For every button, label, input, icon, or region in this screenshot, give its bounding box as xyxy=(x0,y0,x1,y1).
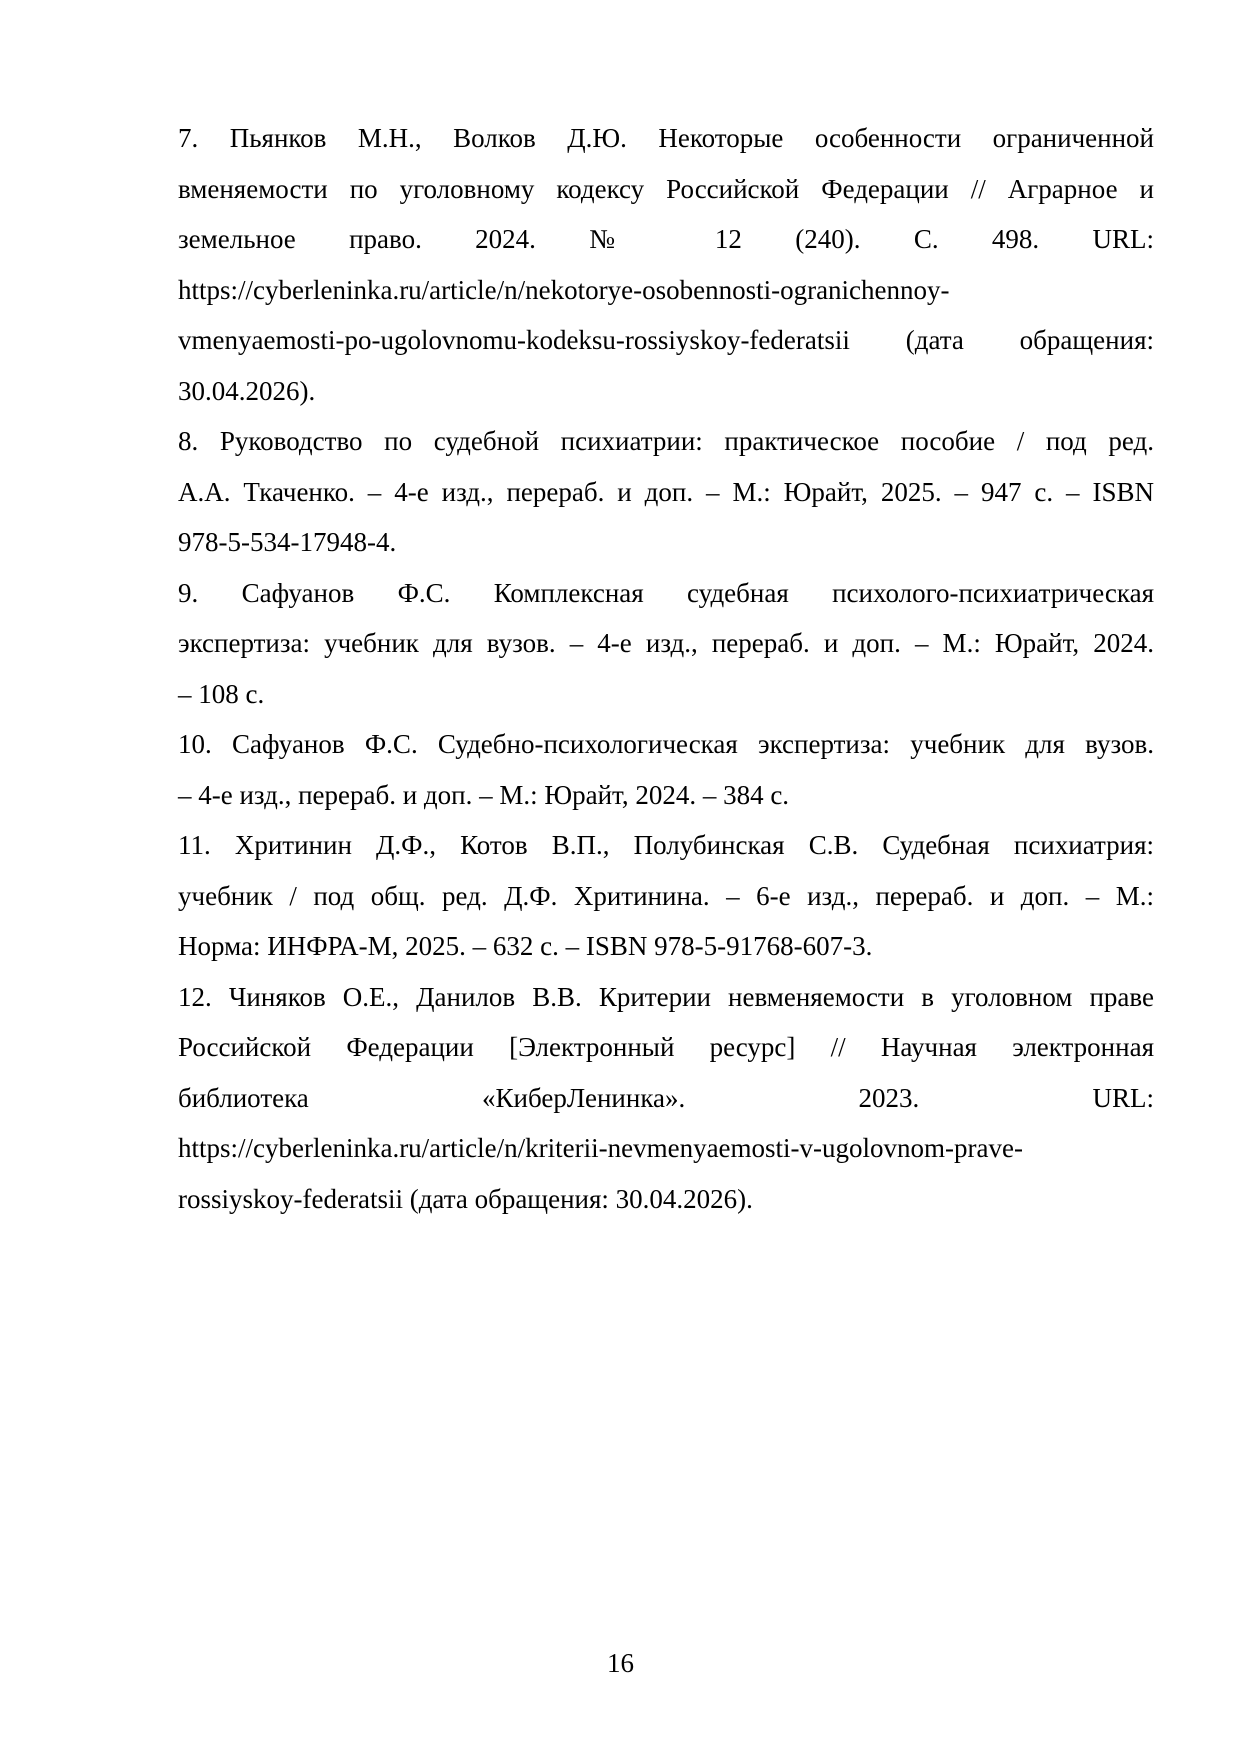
page-number: 16 xyxy=(607,1648,634,1678)
reference-line: rossiyskoy-federatsii (дата обращения: 30.04.2026). xyxy=(178,1183,753,1214)
reference-link: https://cyberleninka.ru/article/n/kriterii-nevmenyaemosti-v-ugolovnom-prave- xyxy=(178,1133,1023,1163)
reference-line: учебник / под общ. ред. Д.Ф. Хритинина. – 6-е изд., перераб. и доп. – М.: xyxy=(178,880,1154,911)
reference-item-10 xyxy=(178,719,1154,820)
reference-link: https://cyberleninka.ru/article/n/nekotorye-osobennosti-ogranichennoy- xyxy=(178,274,950,305)
reference-item-12 xyxy=(178,972,1154,1225)
reference-line: 12. Чиняков О.Е., Данилов В.В. Критерии невменяемости в уголовном праве xyxy=(178,981,1154,1012)
reference-line: 10. Сафуанов Ф.С. Судебно-психологическая экспертиза: учебник для вузов. xyxy=(178,729,1154,759)
reference-line: Норма: ИНФРА-М, 2025. – 632 с. – ISBN 978-5-91768-607-3. xyxy=(178,931,873,961)
reference-line: – 108 с. xyxy=(178,678,265,709)
reference-line: 8. Руководство по судебной психиатрии: практическое пособие / под ред. xyxy=(178,426,1154,456)
reference-line: 9. Сафуанов Ф.С. Комплексная судебная психолого-психиатрическая xyxy=(178,577,1154,608)
reference-line: 30.04.2026). xyxy=(178,375,316,406)
reference-list xyxy=(178,113,1154,1224)
reference-line: вменяемости по уголовному кодексу Российской Федерации // Аграрное и xyxy=(178,173,1154,204)
reference-item-7 xyxy=(178,113,1154,416)
reference-item-9 xyxy=(178,568,1154,720)
reference-line: А.А. Ткаченко. – 4-е изд., перераб. и доп. – М.: Юрайт, 2025. – 947 с. – ISBN xyxy=(178,476,1154,507)
reference-line: 11. Хритинин Д.Ф., Котов В.П., Полубинская С.В. Судебная психиатрия: xyxy=(178,830,1154,860)
reference-line: библиотека «КиберЛенинка». 2023. URL: xyxy=(178,1082,1154,1113)
reference-line: 7. Пьянков М.Н., Волков Д.Ю. Некоторые особенности ограниченной xyxy=(178,123,1154,153)
reference-item-11 xyxy=(178,820,1154,972)
reference-line: 978-5-534-17948-4. xyxy=(178,527,397,557)
reference-line: экспертиза: учебник для вузов. – 4-е изд., перераб. и доп. – М.: Юрайт, 2024. xyxy=(178,628,1154,658)
reference-line: Российской Федерации [Электронный ресурс] // Научная электронная xyxy=(178,1032,1154,1062)
reference-line: – 4-е изд., перераб. и доп. – М.: Юрайт, 2024. – 384 с. xyxy=(178,779,790,810)
reference-item-8 xyxy=(178,416,1154,568)
reference-line: земельное право. 2024. № 12 (240). С. 498. URL: xyxy=(178,224,1154,254)
reference-line: vmenyaemosti-po-ugolovnomu-kodeksu-rossiyskoy-federatsii (дата обращения: xyxy=(178,325,1154,355)
